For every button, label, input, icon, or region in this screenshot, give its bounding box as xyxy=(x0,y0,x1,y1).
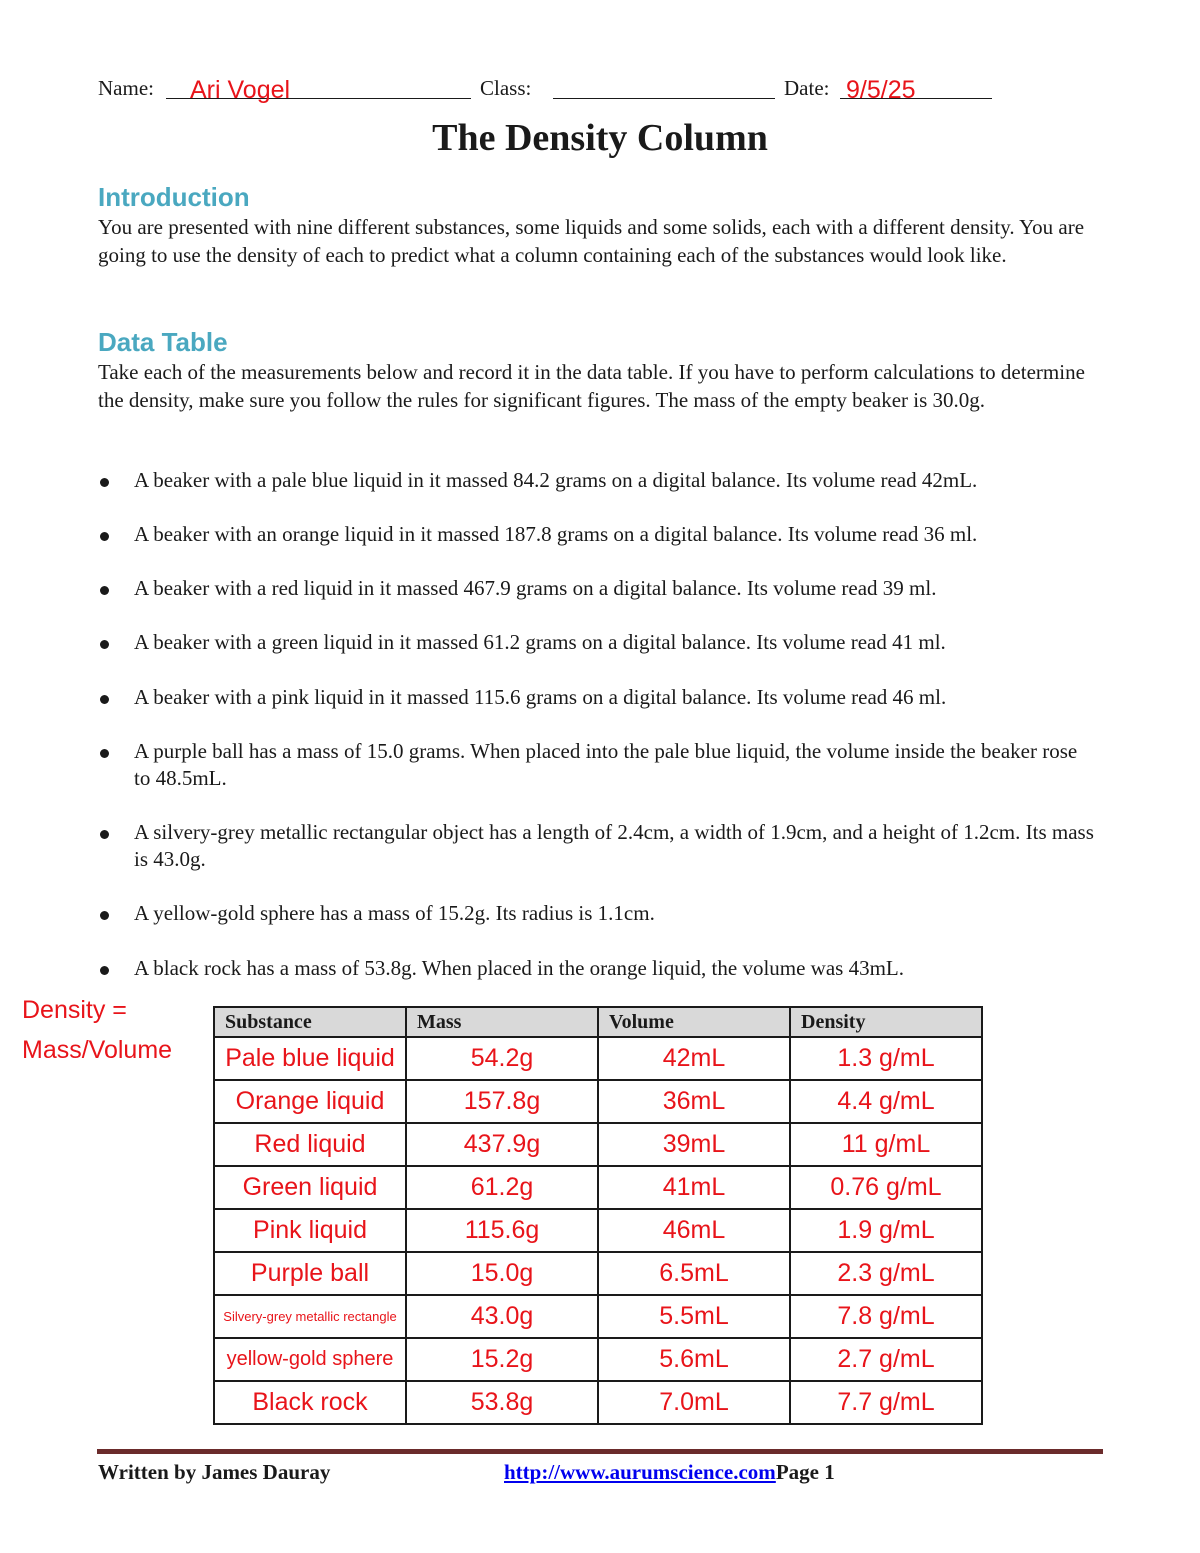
mass-cell[interactable]: 437.9g xyxy=(406,1123,598,1166)
density-cell[interactable]: 2.3 g/mL xyxy=(790,1252,982,1295)
bullet-icon xyxy=(100,911,109,920)
name-value: Ari Vogel xyxy=(190,76,291,104)
density-cell[interactable]: 11 g/mL xyxy=(790,1123,982,1166)
bullet-icon xyxy=(100,695,109,704)
worksheet-header xyxy=(98,72,1098,104)
list-item-text: A yellow-gold sphere has a mass of 15.2g. Its radius is 1.1cm. xyxy=(134,901,655,925)
table-row xyxy=(214,1381,982,1424)
list-item-text: A beaker with a red liquid in it massed 467.9 grams on a digital balance. Its volume read 39 ml. xyxy=(134,576,937,600)
mass-cell[interactable]: 15.0g xyxy=(406,1252,598,1295)
introduction-text: You are presented with nine different substances, some liquids and some solids, each with a different density. You are going to use the density of each to predict what a column containing each of the substances would look like. xyxy=(98,215,1085,267)
list-item-text: A purple ball has a mass of 15.0 grams. When placed into the pale blue liquid, the volume inside the beaker rose to 48.5mL. xyxy=(134,739,1078,790)
substance-cell[interactable]: Red liquid xyxy=(214,1123,406,1166)
mass-cell[interactable]: 43.0g xyxy=(406,1295,598,1338)
density-formula-note xyxy=(22,990,172,1070)
footer-author: Written by James Dauray xyxy=(98,1460,331,1484)
table-row xyxy=(214,1166,982,1209)
class-blank[interactable] xyxy=(553,98,775,99)
column-header-substance: Substance xyxy=(214,1007,406,1037)
footer-link[interactable]: http://www.aurumscience.com xyxy=(504,1460,776,1484)
substance-cell[interactable]: yellow-gold sphere xyxy=(214,1338,406,1381)
density-data-table xyxy=(213,1006,983,1425)
column-header-mass: Mass xyxy=(406,1007,598,1037)
formula-line-2: Mass/Volume xyxy=(22,1036,173,1064)
substance-cell[interactable]: Pale blue liquid xyxy=(214,1037,406,1080)
volume-cell[interactable]: 39mL xyxy=(598,1123,790,1166)
mass-cell[interactable]: 157.8g xyxy=(406,1080,598,1123)
table-row xyxy=(214,1252,982,1295)
formula-line-1: Density = xyxy=(22,996,127,1024)
volume-cell[interactable]: 46mL xyxy=(598,1209,790,1252)
mass-cell[interactable]: 15.2g xyxy=(406,1338,598,1381)
column-header-volume: Volume xyxy=(598,1007,790,1037)
table-row xyxy=(214,1037,982,1080)
document-title: The Density Column xyxy=(432,117,768,159)
bullet-icon xyxy=(100,532,109,541)
bullet-icon xyxy=(100,749,109,758)
mass-cell[interactable]: 54.2g xyxy=(406,1037,598,1080)
volume-cell[interactable]: 5.6mL xyxy=(598,1338,790,1381)
density-cell[interactable]: 7.8 g/mL xyxy=(790,1295,982,1338)
list-item-text: A black rock has a mass of 53.8g. When placed in the orange liquid, the volume was 43mL. xyxy=(134,956,905,980)
bullet-icon xyxy=(100,966,109,975)
list-item-text: A beaker with a pink liquid in it massed 115.6 grams on a digital balance. Its volume read 46 ml. xyxy=(134,685,947,709)
date-label: Date: xyxy=(784,76,830,100)
density-cell[interactable]: 7.7 g/mL xyxy=(790,1381,982,1424)
substance-cell[interactable]: Purple ball xyxy=(214,1252,406,1295)
table-row xyxy=(214,1338,982,1381)
density-cell[interactable]: 0.76 g/mL xyxy=(790,1166,982,1209)
substance-cell[interactable]: Silvery-grey metallic rectangle xyxy=(214,1295,406,1338)
mass-cell[interactable]: 61.2g xyxy=(406,1166,598,1209)
name-label: Name: xyxy=(98,76,154,100)
volume-cell[interactable]: 36mL xyxy=(598,1080,790,1123)
substance-cell[interactable]: Black rock xyxy=(214,1381,406,1424)
table-header-row xyxy=(214,1007,982,1037)
volume-cell[interactable]: 7.0mL xyxy=(598,1381,790,1424)
table-row xyxy=(214,1295,982,1338)
density-cell[interactable]: 2.7 g/mL xyxy=(790,1338,982,1381)
table-row xyxy=(214,1123,982,1166)
table-row xyxy=(214,1209,982,1252)
volume-cell[interactable]: 6.5mL xyxy=(598,1252,790,1295)
data-table-instructions: Take each of the measurements below and record it in the data table. If you have to perform calculations to determine the density, make sure you follow the rules for significant figures. The mass of the empty beaker is 30.0g. xyxy=(98,360,1085,412)
bullet-icon xyxy=(100,830,109,839)
page-number: Page 1 xyxy=(775,1460,835,1484)
bullet-icon xyxy=(100,586,109,595)
substance-cell[interactable]: Orange liquid xyxy=(214,1080,406,1123)
mass-cell[interactable]: 115.6g xyxy=(406,1209,598,1252)
substance-cell[interactable]: Green liquid xyxy=(214,1166,406,1209)
table-row xyxy=(214,1080,982,1123)
substance-cell[interactable]: Pink liquid xyxy=(214,1209,406,1252)
list-item-text: A beaker with an orange liquid in it massed 187.8 grams on a digital balance. Its volume read 36 ml. xyxy=(134,522,978,546)
density-cell[interactable]: 1.3 g/mL xyxy=(790,1037,982,1080)
list-item-text: A silvery-grey metallic rectangular object has a length of 2.4cm, a width of 1.9cm, and a height of 1.2cm. Its mass is 43.0g. xyxy=(134,820,1094,871)
bullet-icon xyxy=(100,640,109,649)
list-item-text: A beaker with a pale blue liquid in it massed 84.2 grams on a digital balance. Its volume read 42mL. xyxy=(134,468,978,492)
class-label: Class: xyxy=(480,76,532,100)
date-value: 9/5/25 xyxy=(846,76,916,104)
list-item-text: A beaker with a green liquid in it massed 61.2 grams on a digital balance. Its volume read 41 ml. xyxy=(134,630,946,654)
footer-divider xyxy=(97,1449,1103,1454)
density-cell[interactable]: 4.4 g/mL xyxy=(790,1080,982,1123)
mass-cell[interactable]: 53.8g xyxy=(406,1381,598,1424)
introduction-heading: Introduction xyxy=(98,182,250,212)
volume-cell[interactable]: 42mL xyxy=(598,1037,790,1080)
density-cell[interactable]: 1.9 g/mL xyxy=(790,1209,982,1252)
volume-cell[interactable]: 41mL xyxy=(598,1166,790,1209)
bullet-icon xyxy=(100,478,109,487)
footer-right xyxy=(504,1460,835,1485)
data-table-heading: Data Table xyxy=(98,327,228,357)
column-header-density: Density xyxy=(790,1007,982,1037)
volume-cell[interactable]: 5.5mL xyxy=(598,1295,790,1338)
